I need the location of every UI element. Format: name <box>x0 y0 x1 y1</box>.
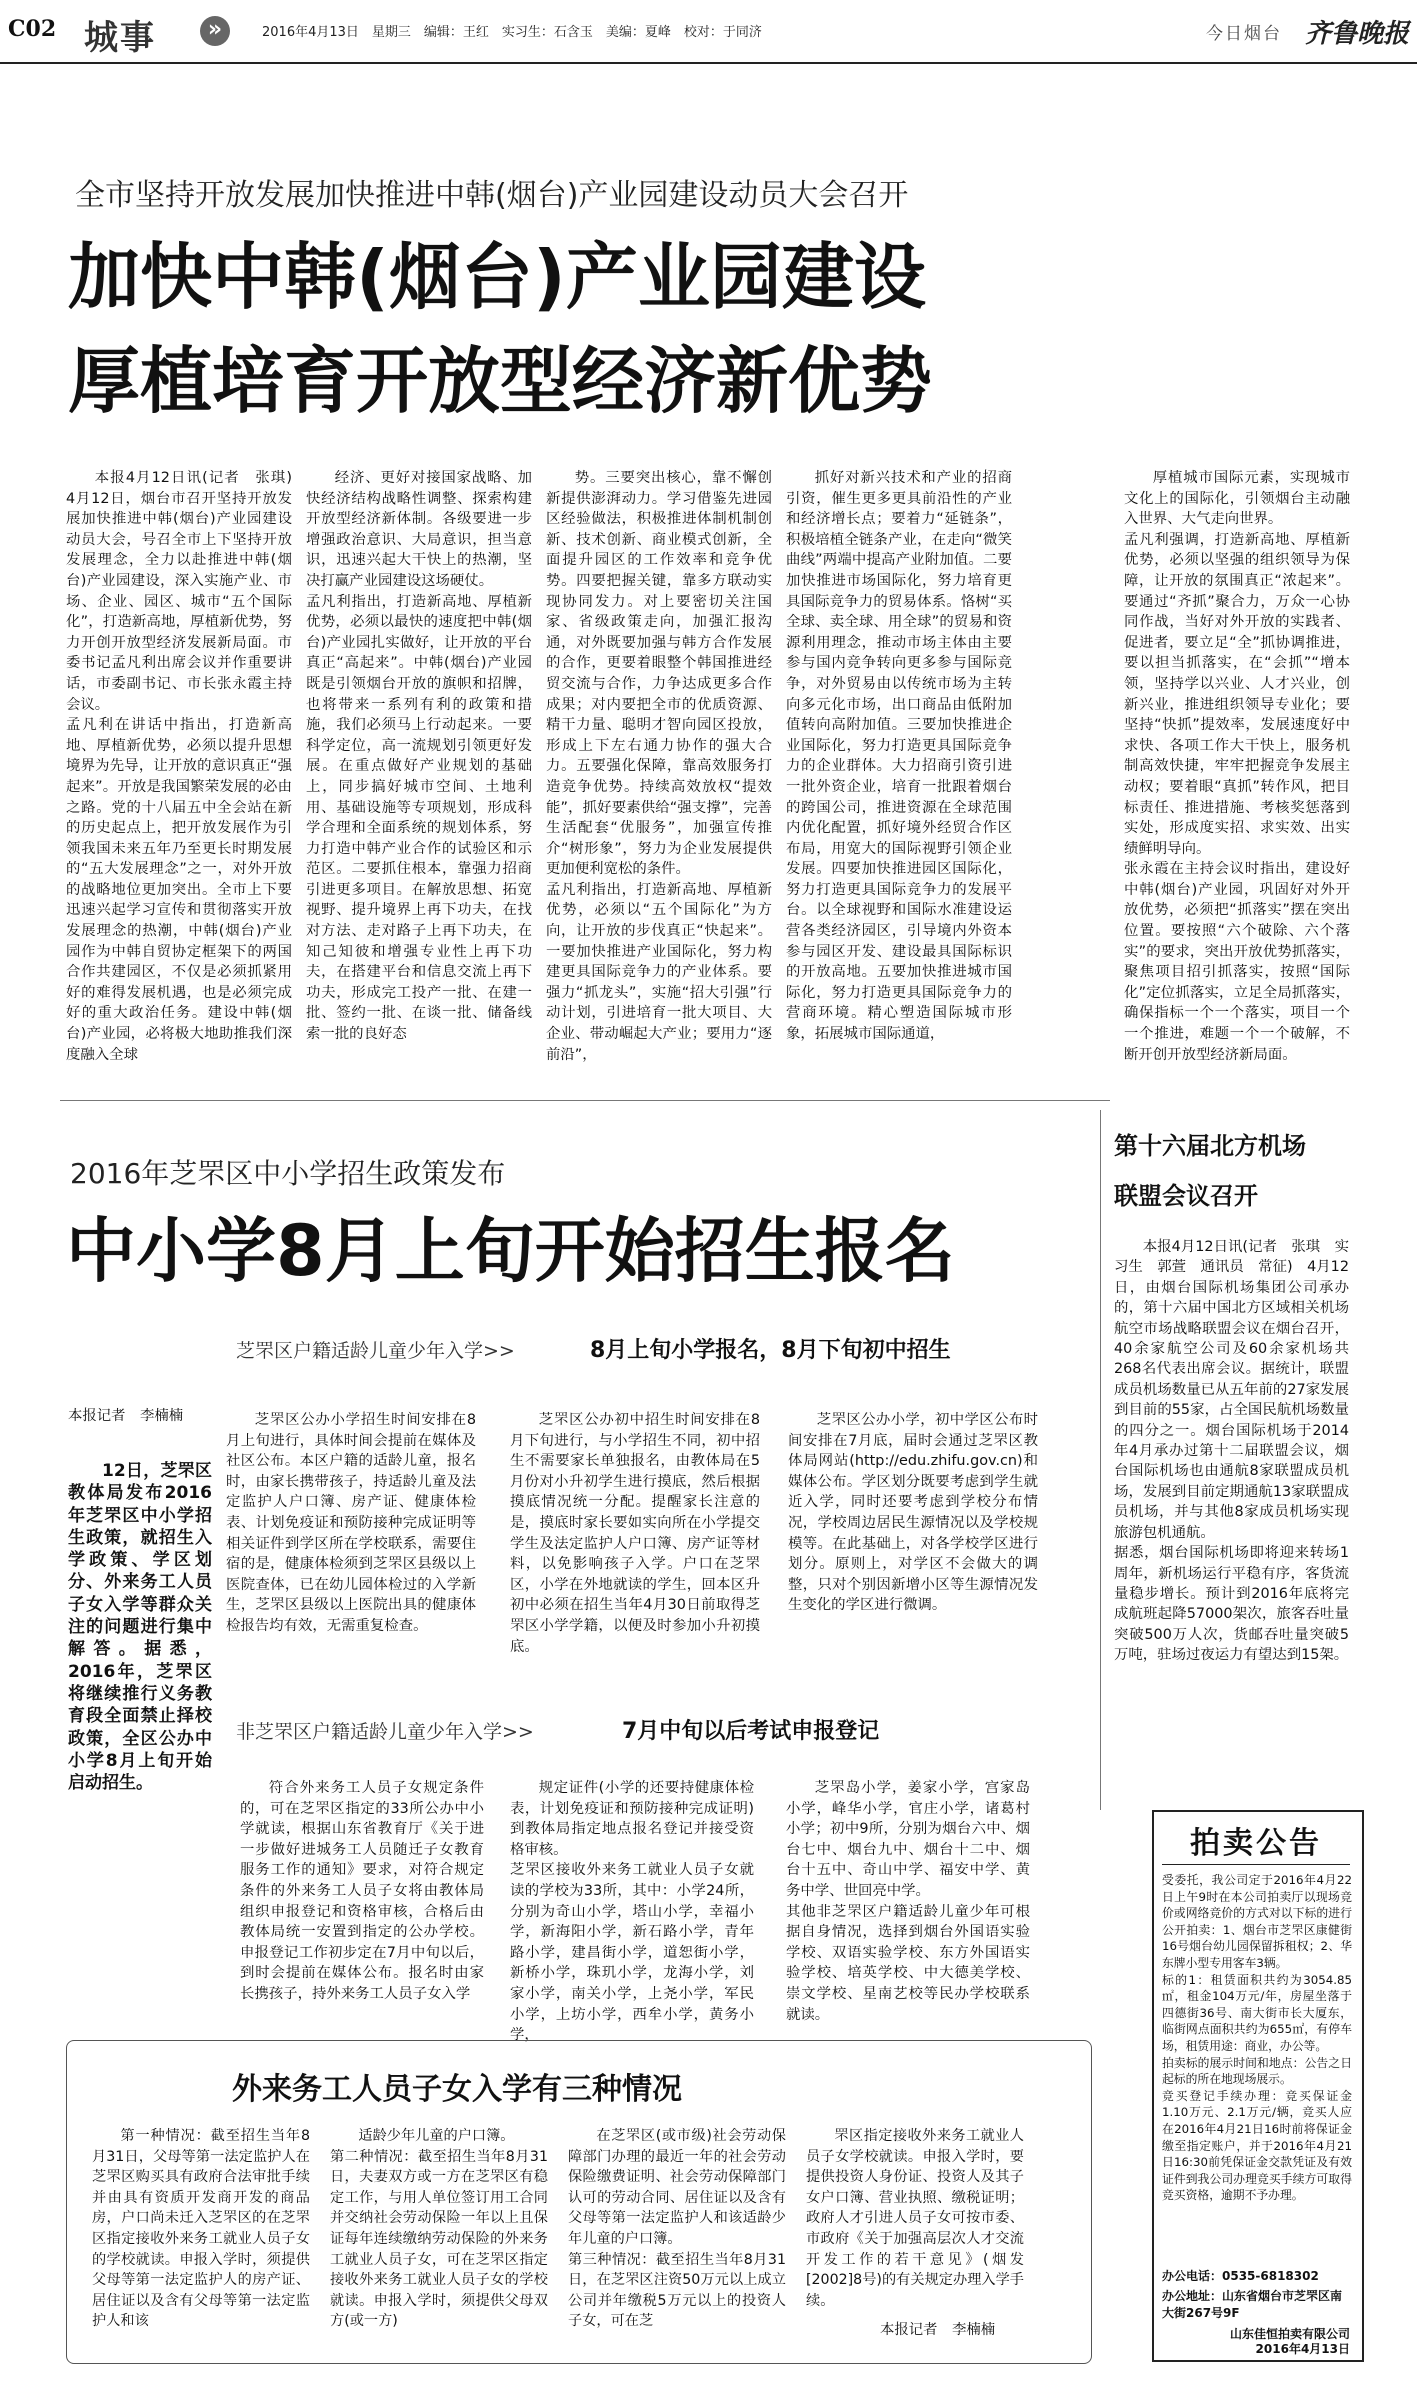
sidebar-col-4 <box>806 2126 1024 2309</box>
story1-col-5 <box>1124 468 1350 1088</box>
story2-col-2-text: 芝罘区公办初中招生时间安排在8月下旬进行，与小学招生不同，初中招生不需要家长单独报名，由教体局在5月份对小升初学生进行摸底，然后根据摸底情况统一分配。提醒家长注意的是，摸底时家长要如实向所在小学提交学生及法定监护人户口簿、房产证等材料，以免影响孩子入学。户口在芝罘区，小学在外地就读的学生，回本区升初中必须在招生当年4月30日前取得芝罘区小学学籍，以便及时参加小升初摸底。 <box>510 1412 760 1655</box>
page-number: C02 <box>8 16 57 42</box>
airport-body <box>1114 1237 1349 1792</box>
story2-col-5 <box>510 1778 754 2044</box>
sidebar-col-2-text: 适龄少年儿童的户口簿。 第二种情况：截至招生当年8月31日，夫妻双方或一方在芝罘区有稳定工作，与用人单位签订用工合同并交纳社会劳动保险一年以上且保证每年连续缴纳劳动保险的外来务工就业人员子女，可在芝罘区指定接收外来务工就业人员子女的学校就读。申报入学时，须提供父母双方(或一方) <box>330 2128 548 2330</box>
story2-kicker: 2016年芝罘区中小学招生政策发布 <box>70 1157 506 1190</box>
story1-col-1 <box>66 468 292 1088</box>
airport-title-2: 联盟会议召开 <box>1114 1182 1258 1210</box>
sidebar-col-3 <box>568 2126 786 2351</box>
story2-col-1 <box>226 1410 476 1700</box>
auction-date: 2016年4月13日 <box>1255 2342 1350 2356</box>
story2-lead: 12日，芝罘区教体局发布2016年芝罘区中小学招生政策，就招生入学政策、学区划分、外来务工人员子女入学等群众关注的问题进行集中解答。据悉，2016年，芝罘区将继续推行义务教育段全面禁止择校政策，全区公办中小学8月上旬开始启动招生。 <box>68 1461 212 1794</box>
masthead-logo: 齐鲁晚报 <box>1305 19 1410 49</box>
sidebar-byline: 本报记者 李楠楠 <box>880 2322 996 2338</box>
story2-col-5-text: 规定证件(小学的还要持健康体检表，计划免疫证和预防接种完成证明)到教体局指定地点报名登记并接受资格审核。 芝罘区接收外来务工就业人员子女就读的学校为33所，其中：小学24所，分别为奇山小学，塔山小学，幸福小学，新海阳小学，新石路小学，青年路小学，建昌街小学，道恕街小学，新桥小学，珠玑小学，龙海小学，刘家小学，南关小学，上尧小学，军民小学，上坊小学，西牟小学，黄务小学， <box>510 1780 754 2044</box>
story1-col-4 <box>786 468 1012 1088</box>
story2-col-6-text: 芝罘岛小学，姜家小学，宫家岛小学，峰华小学，官庄小学，诸葛村小学；初中9所，分别为烟台六中、烟台七中、烟台九中、烟台十二中、烟台十五中、奇山中学、福安中学、黄务中学、世回亮中学。 其他非芝罘区户籍适龄儿童少年可根据自身情况，选择到烟台外国语实验学校、双语实验学校、东方外国语实验学校、培英学校、中大德美学校、崇文学校、星南艺校等民办学校联系就读。 <box>786 1780 1030 2023</box>
sidebar-col-3-text: 在芝罘区(或市级)社会劳动保障部门办理的最近一年的社会劳动保险缴费证明、社会劳动保障部门认可的劳动合同、居住证以及含有父母等第一法定监护人和该适龄少年儿童的户口簿。 第三种情况：截至招生当年8月31日，在芝罘区注资50万元以上成立公司并年缴税5万元以上的投资人子女，可在芝 <box>568 2128 786 2330</box>
header-info: 2016年4月13日 星期三 编辑：王红 实习生：石含玉 美编：夏峰 校对：于同济 <box>262 25 762 40</box>
airport-title-1: 第十六届北方机场 <box>1114 1132 1306 1160</box>
auction-company: 山东佳恒拍卖有限公司 <box>1229 2327 1350 2341</box>
story1-kicker: 全市坚持开放发展加快推进中韩(烟台)产业园建设动员大会召开 <box>75 178 909 213</box>
story2-col-3 <box>788 1410 1038 1700</box>
story1-headline-1: 加快中韩(烟台)产业园建设 <box>68 235 926 319</box>
story1-col-2 <box>306 468 532 1088</box>
story2-col-2 <box>510 1410 760 1700</box>
story2-col-4-text: 符合外来务工人员子女规定条件的，可在芝罘区指定的33所公办中小学就读，根据山东省教育厅《关于进一步做好进城务工人员随迁子女教育服务工作的通知》要求，对符合规定条件的外来务工人员子女将由教体局组织申报登记和资格审核，合格后由教体局统一安置到指定的公办学校。申报登记工作初步定在7月中旬以后，到时会提前在媒体公布。报名时由家长携孩子，持外来务工人员子女入学 <box>240 1780 484 2002</box>
story2-headline: 中小学8月上旬开始招生报名 <box>66 1210 955 1292</box>
auction-body: 受委托，我公司定于2016年4月22日上午9时在本公司拍卖厅以现场竞价或网络竞价的方式对以下标的进行公开拍卖：1、烟台市芝罘区康健街16号烟台幼儿园保留拆租权；2、华东牌小型专用客车3辆。 标的1：租赁面积共约为3054.85㎡，租金104万元/年，房屋坐落于四德街36号、南大街市长大厦东，临街网点面积共约为655㎡，有停车场，租赁用途：商业，办公等。 拍卖标的展示时间和地点：公告之日起标的所在地现场展示。 竞买登记手续办理：竞买保证金1.10万元、2.1万元/辆，竞买人应在2016年4月21日16时前将保证金缴至指定账户，并于2016年4月21日16:30前凭保证金交款凭证及有效证件到我公司办理竞买手续方可取得竞买资格，逾期不予办理。 <box>1162 1873 1352 2203</box>
story1-col-1-text: 本报4月12日讯(记者 张琪) 4月12日，烟台市召开坚持开放发展加快推进中韩(烟台)产业园建设动员大会，号召全市上下坚持开放发展理念，全力以赴推进中韩(烟台)产业园建设，深入实施产业、市场、企业、园区、城市“五个国际化”，打造新高地，厚植新优势，努力开创开放型经济发展新局面。市委书记孟凡利出席会议并作重要讲话，市委副书记、市长张永霞主持会议。 孟凡利在讲话中指出，打造新高地、厚植新优势，必须以提升思想境界为先导，让开放的意识真正“强起来”。开放是我国繁荣发展的必由之路。党的十八届五中全会站在新的历史起点上，把开放发展作为引领我国未来五年乃至更长时期发展的“五大发展理念”之一，对外开放的战略地位更加突出。全市上下要迅速兴起学习宣传和贯彻落实开放发展理念的热潮，中韩(烟台)产业园作为中韩自贸协定框架下的两国合作共建园区，不仅是必须抓紧用好的难得发展机遇，也是必须完成好的重大政治任务。建设中韩(烟台)产业园，必将极大地助推我们深度融入全球 <box>66 470 292 1063</box>
story1-headline-2: 厚植培育开放型经济新优势 <box>68 339 933 423</box>
airport-body-text: 本报4月12日讯(记者 张琪 实习生 郭萱 通讯员 常征) 4月12日，由烟台国际机场集团公司承办的，第十六届中国北方区域相关机场航空市场战略联盟会议在烟台召开，40余家航空公司及60余家机场共268名代表出席会议。据统计，联盟成员机场数量已从五年前的27家发展到目前的55家，占全国民航机场数量的四分之一。烟台国际机场于2014年4月承办过第十二届联盟会议，烟台国际机场也由通航8家联盟成员机场，发展到目前定期通航13家联盟成员机场，并与其他8家成员机场实现旅游包机通航。 据悉，烟台国际机场即将迎来转场1周年，新机场运行平稳有序，客货流量稳步增长。预计到2016年底将完成航班起降57000架次，旅客吞吐量突破500万人次，货邮吞吐量突破5万吨，驻场过夜运力有望达到15架。 <box>1114 1239 1349 1664</box>
story2-byline: 本报记者 李楠楠 <box>68 1408 184 1424</box>
story1-col-4-text: 抓好对新兴技术和产业的招商引资，催生更多更具前沿性的产业和经济增长点；要着力“延链条”，积极培植全链条产业，在走向“微笑曲线”两端中提高产业附加值。二要加快推进市场国际化，努力培育更具国际竞争力的贸易体系。恪树“买全球、卖全球、用全球”的贸易和资源利用理念，推动市场主体由主要参与国内竞争转向更多参与国际竞争，对外贸易由以传统市场为主转向多元化市场，出口商品由低附加值转向高附加值。三要加快推进企业国际化，努力打造更具国际竞争力的企业群体。大力招商引资引进一批外资企业，培育一批跟着烟台的跨国公司，推进资源在全球范围内优化配置，抓好境外经贸合作区布局，用宽大的国际视野引领企业发展。四要加快推进园区国际化，努力打造更具国际竞争力的发展平台。以全球视野和国际水准建设运营各类经济园区，引导境内外资本参与园区开发、建设最具国际标识的开放高地。五要加快推进城市国际化，努力打造更具国际竞争力的营商环境。精心塑造国际城市形象，拓展城市国际通道， <box>786 470 1012 1043</box>
story2-col-1-text: 芝罘区公办小学招生时间安排在8月上旬进行，具体时间会提前在媒体及社区公布。本区户籍的适龄儿童，报名时，由家长携带孩子，持适龄儿童及法定监护人户口簿、房产证、健康体检表、计划免疫证和预防接种完成证明等相关证件到学区所在学校联系，需要住宿的是，健康体检须到芝罘区县级以上医院查体，已在幼儿园体检过的入学新生，芝罘区县级以上医院出具的健康体检报告均有效，无需重复检查。 <box>226 1412 476 1634</box>
sidebar-col-1-text: 第一种情况：截至招生当年8月31日，父母等第一法定监护人在芝罘区购买具有政府合法审批手续并由具有资质开发商开发的商品房，户口尚未迁入芝罘区的在芝罘区指定接收外来务工就业人员子女的学校就读。申报入学时，须提供父母等第一法定监护人的房产证、居住证以及含有父母等第一法定监护人和该 <box>92 2128 310 2330</box>
story1-col-3 <box>546 468 772 1088</box>
section-arrow-badge: » <box>200 16 230 46</box>
story2-subhead-2-right: 7月中旬以后考试申报登记 <box>622 1719 880 1744</box>
right-column-divider <box>1100 1110 1101 1810</box>
auction-address: 办公地址：山东省烟台市芝罘区南大街267号9F <box>1162 2289 1343 2320</box>
auction-title: 拍卖公告 <box>1190 1826 1322 1861</box>
story1-col-5-text: 厚植城市国际元素，实现城市文化上的国际化，引领烟台主动融入世界、大气走向世界。 孟凡利强调，打造新高地、厚植新优势，必须以坚强的组织领导为保障，让开放的氛围真正“浓起来”。要通过“齐抓”聚合力，万众一心协同作战，当好对外开放的实践者、促进者，要立足“全”抓协调推进，要以担当抓落实，在“会抓”“增本领，坚持学以兴业、人才兴业，创新兴业，推进组织领导专业化；要坚持“快抓”提效率，发展速度好中求快、各项工作大干快上，服务机制高效快捷，牢牢把握竞争发展主动权；要着眼“真抓”转作风，把目标责任、推进措施、考核奖惩落到实处，形成度实招、求实效、出实绩鲜明导向。 张永霞在主持会议时指出，建设好中韩(烟台)产业园，巩固好对外开放优势，必须把“抓落实”摆在突出位置。要按照“六个破除、六个落实”的要求，突出开放优势抓落实，聚焦项目招引抓落实，按照“国际化”定位抓落实，立足全局抓落实，确保指标一个一个落实，项目一个一个推进，难题一个一个破解，不断开创开放型经济新局面。 <box>1124 470 1350 1063</box>
sidebar-col-2 <box>330 2126 548 2351</box>
story2-col-3-text: 芝罘区公办小学，初中学区公布时间安排在7月底，届时会通过芝罘区教体局网站(http://edu.zhifu.gov.cn)和媒体公布。学区划分既要考虑到学生就近入学，同时还要考虑到学校分布情况，学校周边居民生源情况以及学校规模等。在此基础上，对各学校学区进行划分。原则上，对学区不会做大的调整，只对个别因新增小区等生源情况发生变化的学区进行微调。 <box>788 1412 1038 1614</box>
edition-label: 今日烟台 <box>1206 24 1282 44</box>
story1-bottom-rule <box>60 1100 1110 1101</box>
story2-col-6 <box>786 1778 1030 2038</box>
auction-title-rule <box>1162 1864 1350 1865</box>
header-rule <box>0 62 1417 64</box>
sidebar-col-4-text: 罘区指定接收外来务工就业人员子女学校就读。申报入学时，要提供投资人身份证、投资人及其子女户口簿、营业执照、缴税证明；政府人才引进人员子女可按市委、市政府《关于加强高层次人才交流开发工作的若干意见》(烟发[2002]8号)的有关规定办理入学手续。 <box>806 2128 1024 2309</box>
story2-subhead-1-left: 芝罘区户籍适龄儿童少年入学>> <box>236 1340 515 1362</box>
story2-subhead-1-right: 8月上旬小学报名，8月下旬初中招生 <box>590 1338 951 1363</box>
section-label: 城事 <box>84 18 156 58</box>
sidebar-box-title: 外来务工人员子女入学有三种情况 <box>232 2072 682 2107</box>
story1-col-3-text: 势。三要突出核心，靠不懈创新提供澎湃动力。学习借鉴先进园区经验做法，积极推进体制机制创新、技术创新、商业模式创新，全面提升园区的工作效率和竞争优势。四要把握关键，靠多方联动实现协同发力。对上要密切关注国家、省级政策走向，加强汇报沟通，对外既要加强与韩方合作发展的合作，更要着眼整个韩国推进经贸交流与合作，力争达成更多合作成果；对内要把全市的优质资源、精干力量、聪明才智向园区投放，形成上下左右通力协作的强大合力。五要强化保障，靠高效服务打造竞争优势。持续高效放权“提效能”，抓好要素供给“强支撑”，完善生活配套“优服务”，加强宣传推介“树形象”，努力为企业发展提供更加便利宽松的条件。 孟凡利指出，打造新高地、厚植新优势，必须以“五个国际化”为方向，让开放的步伐真正“快起来”。一要加快推进产业国际化，努力构建更具国际竞争力的产业体系。要强力“抓龙头”，实施“招大引强”行动计划，引进培育一批大项目、大企业、带动崛起大产业；要用力“逐前沿”， <box>546 470 772 1063</box>
sidebar-col-1 <box>92 2126 310 2351</box>
story2-col-4 <box>240 1778 484 2038</box>
story2-subhead-2-left: 非芝罘区户籍适龄儿童少年入学>> <box>236 1721 534 1743</box>
auction-phone: 办公电话：0535-6818302 <box>1162 2269 1319 2283</box>
story1-col-2-text: 经济、更好对接国家战略、加快经济结构战略性调整、探索构建开放型经济新体制。各级要进一步增强政治意识、大局意识，担当意识，迅速兴起大干快上的热潮，坚决打赢产业园建设这场硬仗。 孟凡利指出，打造新高地、厚植新优势，必须以最快的速度把中韩(烟台)产业园扎实做好，让开放的平台真正“高起来”。中韩(烟台)产业园既是引领烟台开放的旗帜和招牌，也将带来一系列有利的政策和措施，我们必须马上行动起来。一要科学定位，高一流规划引领更好发展。在重点做好产业规划的基础上，同步搞好城市空间、土地利用、基础设施等专项规划，形成科学合理和全面系统的规划体系，努力打造中韩产业合作的试验区和示范区。二要抓住根本，靠强力招商引进更多项目。在解放思想、拓宽视野、提升境界上再下功夫，在找对方法、走对路子上再下功夫，在知己知彼和增强专业性上再下功夫，在搭建平台和信息交流上再下功夫，形成完工投产一批、在建一批、签约一批、在谈一批、储备线索一批的良好态 <box>306 470 532 1043</box>
